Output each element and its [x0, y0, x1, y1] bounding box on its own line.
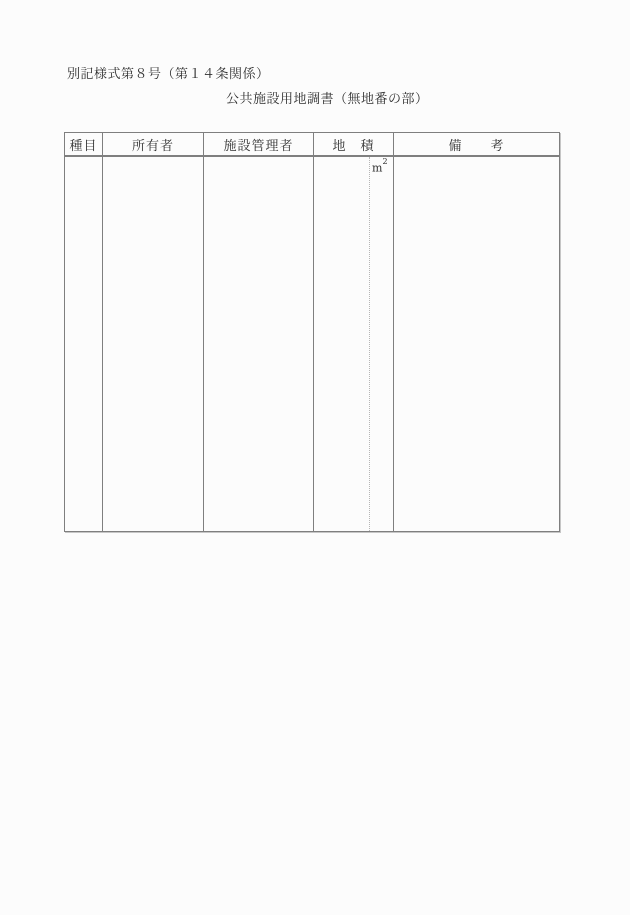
area-unit-base: m — [372, 161, 383, 175]
area-unit-exponent: 2 — [382, 157, 388, 166]
cell-land-area — [314, 156, 394, 532]
col-header-category: 種目 — [65, 133, 103, 157]
cell-owner — [103, 156, 204, 532]
col-header-owner: 所有者 — [103, 133, 204, 157]
area-unit-label — [372, 157, 388, 175]
col-header-remarks: 備 考 — [394, 133, 560, 157]
cell-category — [65, 156, 103, 532]
table-row — [65, 156, 560, 532]
table-header-row — [65, 133, 560, 157]
form-number-label: 別記様式第８号（第１４条関係） — [67, 67, 270, 82]
land-survey-table — [64, 132, 560, 532]
document-title: 公共施設用地調書（無地番の部） — [226, 92, 429, 107]
cell-facility-manager — [204, 156, 314, 532]
col-header-land-area: 地 積 — [314, 133, 394, 157]
area-decimal-separator-line — [369, 157, 370, 531]
col-header-facility-manager: 施設管理者 — [204, 133, 314, 157]
cell-remarks — [394, 156, 560, 532]
